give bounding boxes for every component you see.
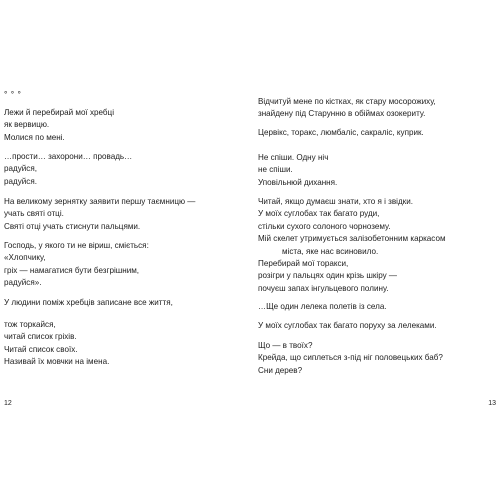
- right-page: [250, 0, 500, 500]
- poem-line: Читай список своїх.: [4, 344, 78, 354]
- poem-line: Не спіши. Одну ніч: [258, 153, 329, 162]
- poem-line: читай список гріхів.: [4, 332, 77, 342]
- stanza: [4, 107, 114, 144]
- poem-line: гріх — намагатися бути безгрішним,: [4, 265, 140, 275]
- poem-line: знайдену під Старунню в обіймах озокериту.: [258, 109, 426, 119]
- poem-line: «Хлопчику,: [4, 253, 46, 263]
- poem-line-continuation: міста, яке нас всиновило.: [282, 246, 379, 256]
- stanza: [258, 196, 446, 295]
- stanza: [4, 297, 173, 309]
- stanza: [258, 301, 387, 313]
- poem-line: Читай, якщо думаєш знати, хто я і звідки.: [258, 197, 413, 206]
- poem-line: Відчитуй мене по кістках, як стару мосорожиху,: [258, 97, 436, 106]
- poem-line: Сни дерев?: [258, 365, 303, 375]
- page-number: 13: [488, 400, 496, 407]
- stanza: [4, 151, 132, 188]
- poem-line: Святі отці учать стиснути пальцями.: [4, 221, 141, 231]
- poem-line: розігри у пальцях один крізь шкіру —: [258, 271, 398, 281]
- stanza: [4, 196, 195, 233]
- poem-line: Молися по мені.: [4, 132, 65, 142]
- poem-line: радуйся».: [4, 278, 42, 288]
- stanza: [258, 152, 337, 189]
- poem-line: не спіши.: [258, 165, 293, 175]
- poem-line: Цервікс, торакс, люмбаліс, сакраліс, куприк.: [258, 128, 424, 137]
- stanza: [258, 127, 424, 139]
- poem-line: У моїх суглобах так багато поруху за лелеками.: [258, 321, 437, 330]
- poem-line: …Ще один лелека полетів із села.: [258, 302, 387, 311]
- poem-line: Господь, у якого ти не віриш, сміється:: [4, 241, 149, 250]
- poem-line: радуйся.: [4, 176, 37, 186]
- poem-line: Мій скелет утримується залізобетонним каркасом: [258, 234, 446, 244]
- page-number: 12: [4, 400, 12, 407]
- poem-line: У моїх суглобах так багато руди,: [258, 209, 380, 219]
- stanza: [4, 240, 149, 290]
- poem-line: як вервицю.: [4, 120, 50, 130]
- poem-line: …прости… захорони… провадь…: [4, 152, 133, 161]
- stanza-ornament: ° ° °: [4, 89, 22, 99]
- poem-line: У людини поміж хребців записане все життя,: [4, 298, 173, 307]
- poem-line: стільки сухого солоного чорнозему.: [258, 221, 391, 231]
- poem-line: Що — в твоїх?: [258, 341, 313, 350]
- poem-line: радуйся,: [4, 164, 37, 174]
- poem-line: учать святі отці.: [4, 209, 64, 219]
- poem-line: Перебирай мої торакси,: [258, 259, 349, 269]
- poem-line: тож торкайся,: [4, 320, 56, 329]
- stanza: [258, 96, 436, 121]
- poem-line: почуєш запах інгульцевого полину.: [258, 283, 389, 293]
- stanza: [258, 340, 443, 377]
- poem-line: Крейда, що сиплеться з-під ніг половецьких баб?: [258, 353, 443, 363]
- stanza: [258, 320, 437, 332]
- poem-line: Називай їх мовчки на імена.: [4, 357, 110, 367]
- poem-line: На великому зернятку заявити першу таємницю —: [4, 197, 196, 206]
- poem-line: Уповільнюй дихання.: [258, 177, 338, 187]
- poem-line: Лежи й перебирай мої хребці: [4, 108, 114, 117]
- stanza: [4, 319, 109, 369]
